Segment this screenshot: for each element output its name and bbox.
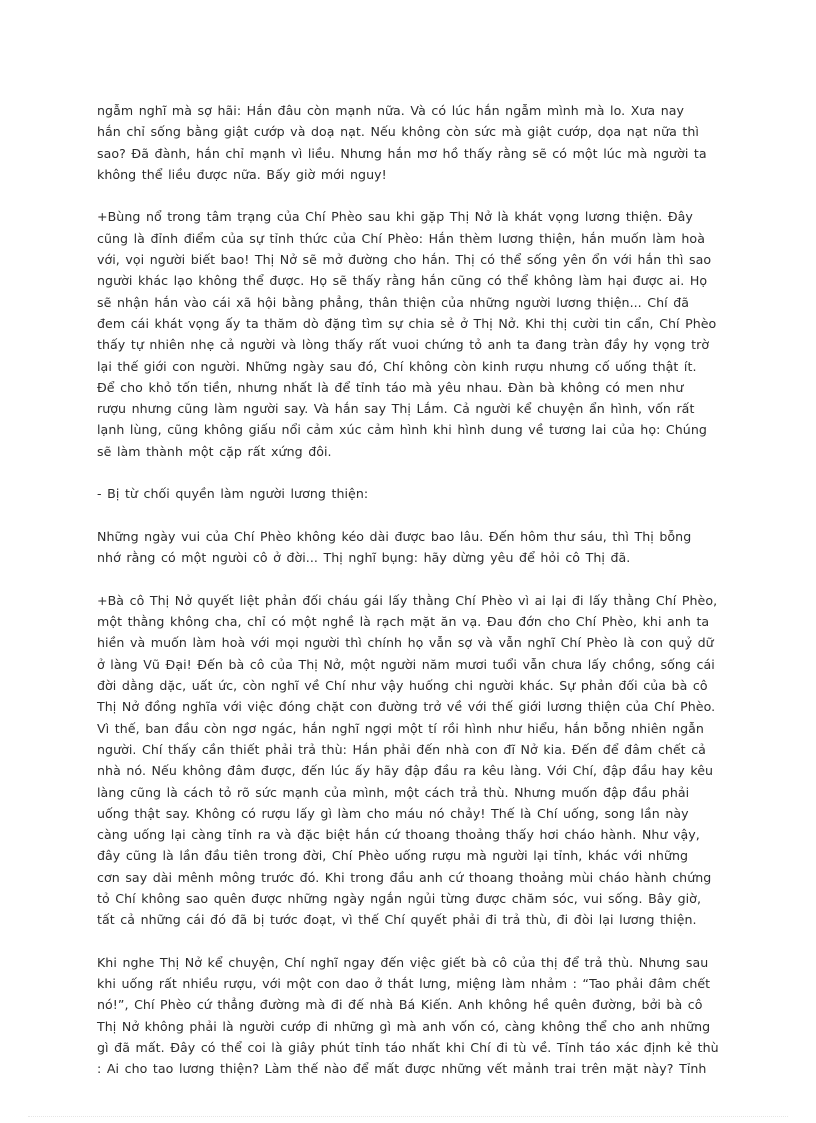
text-line: lạnh lùng, cũng không giấu nổi cảm xúc cảm hình khi hình dung về tương lai của họ: Chúng [97,422,707,438]
text-line: sẽ làm thành một cặp rất xứng đôi. [97,443,332,459]
text-line: người khác lạo không thể được. Họ sẽ thấy rằng hắn cũng có thể không làm hại được ai. Họ [97,273,708,289]
text-line: uống thật say. Không có rượu lấy gì làm cho máu nó chảy! Thế là Chí uống, song lần này [97,805,689,821]
text-line: sẽ nhận hắn vào cái xã hội bằng phẳng, thân thiện của những người lương thiện... Chí đã [97,294,690,310]
text-line: làng cũng là cách tỏ rõ sức mạnh của mình, một cách trả thù. Nhưng muốn đập đầu phải [97,784,690,800]
text-line: +Bùng nổ trong tâm trạng của Chí Phèo sau khi gặp Thị Nở là khát vọng lương thiện. Đây [97,209,693,225]
text-line: người. Chí thấy cần thiết phải trả thù: Hắn phải đến nhà con đĩ Nở kia. Đến để đâm chết cả [97,741,706,757]
text-line: Khi nghe Thị Nở kể chuyện, Chí nghĩ ngay đến việc giết bà cô của thị để trả thù. Nhưng sau [97,954,709,970]
paragraph [97,483,721,504]
text-line: một thằng không cha, chỉ có một nghề là rạch mặt ăn vạ. Đau đớn cho Chí Phèo, khi anh ta [97,614,710,630]
paragraph [97,590,721,931]
text-line: thấy tự nhiên nhẹ cả người và lòng thấy rất vuoi chứng tỏ anh ta đang tràn đầy hy vọng trờ [97,337,710,353]
text-line: nhà nó. Nếu không đâm được, đến lúc ấy hãy đập đầu ra kêu làng. Với Chí, đập đầu hay kêu [97,763,714,779]
text-line: Thị Nở đồng nghĩa với việc đóng chặt con đường trở về với thế giới lương thiện của Chí Phèo. [97,699,716,715]
text-line: sao? Đã đành, hắn chỉ mạnh vì liều. Nhưng hắn mơ hồ thấy rằng sẽ có một lúc mà người ta [97,145,707,161]
text-line: ngẫm nghĩ mà sợ hãi: Hắn đâu còn mạnh nữa. Và có lúc hắn ngẫm mình mà lo. Xưa nay [97,103,685,118]
paragraph [97,100,721,185]
text-line: Thị Nở không phải là người cướp đi những gì mà anh vốn có, càng không thể cho anh những [97,1018,711,1034]
text-line: đây cũng là lần đầu tiên trong đời, Chí Phèo uống rượu mà người lại tỉnh, khác với những [97,848,689,864]
text-line: nhớ rằng có một ngưòi cô ở đời... Thị nghĩ bụng: hãy dừng yêu để hỏi cô Thị đã. [97,550,631,566]
text-line: ở làng Vũ Đại! Đến bà cô của Thị Nở, một người năm mươi tuổi vẫn chưa lấy chồng, sống cái [97,656,715,672]
text-line: Vì thế, ban đầu còn ngơ ngác, hắn nghĩ ngợi một tí rồi hình như hiểu, hắn bỗng nhiên ngẫn [97,720,704,736]
text-line: hắn chỉ sống bằng giật cướp và doạ nạt. Nếu không còn sức mà giật cướp, dọa nạt nữa thì [97,124,699,140]
text-line: +Bà cô Thị Nở quyết liệt phản đối cháu gái lấy thằng Chí Phèo vì ai lại đi lấy thằng Chí Phèo, [97,592,718,608]
paragraph [97,206,721,462]
text-line: đời dằng dặc, uất ức, còn nghĩ về Chí như vậy huống chi người khác. Sự phản đối của bà cô [97,678,708,694]
text-line: rượu nhưng cũng làm người say. Và hắn say Thị Lắm. Cả người kể chuyện ẩn hình, vốn rất [97,401,695,417]
text-line: - Bị từ chối quyền làm người lương thiện: [97,486,369,502]
page-bottom-divider [28,1116,788,1117]
text-line: cũng là đỉnh điểm của sự tỉnh thức của Chí Phèo: Hắn thèm lương thiện, hắn muốn làm hoà [97,230,705,246]
paragraph [97,952,721,1080]
document-body [97,100,721,1101]
text-line: lại thế giới con người. Những ngày sau đó, Chí không còn kinh rượu nhưng cố uống thật ít. [97,358,697,374]
text-line: nó!”, Chí Phèo cứ thẳng đường mà đi đế nhà Bá Kiến. Anh không hề quên đường, bởi bà cô [97,997,703,1013]
text-line: cơn say dài mênh mông trước đó. Khi trong đầu anh cứ thoang thoảng mùi cháo hành chứng [97,869,712,885]
text-line: : Ai cho tao lương thiện? Làm thế nào để mất được những vết mảnh trai trên mặt này? Tỉnh [97,1061,707,1077]
text-line: khi uống rất nhiều rượu, với một con dao ở thắt lưng, miệng làm nhảm : “Tao phải đâm chết [97,976,711,992]
text-line: Để cho khỏ tốn tiền, nhưng nhất là để tỉnh táo mà yêu nhau. Đàn bà không có men như [97,379,684,395]
text-line: hiền và muốn làm hoà với mọi người thì chính họ vẫn sợ và vẫn nghĩ Chí Phèo là con quỷ dữ [97,635,714,651]
text-line: gì đã mất. Đây có thể coi là giây phút tỉnh táo nhất khi Chí đi tù về. Tỉnh táo xác định kẻ thù [97,1040,719,1056]
text-line: không thể liều được nữa. Bấy giờ mới nguy! [97,166,387,182]
text-line: tỏ Chí không sao quên được những ngày ngắn ngủi từng được chăm sóc, vui sống. Bây giờ, [97,890,701,906]
text-line: càng uống lại càng tỉnh ra và đặc biệt hắn cứ thoang thoảng thấy hơi cháo hành. Như vậy, [97,827,700,843]
text-line: tất cả những cái đó đã bị tước đoạt, vì thế Chí quyết phải đi trả thù, đi đòi lại lương thiện. [97,912,697,928]
paragraph [97,526,721,569]
text-line: đem cái khát vọng ấy ta thăm dò đặng tìm sự chia sẻ ở Thị Nở. Khi thị cười tin cẩn, Chí Phèo [97,315,717,331]
text-line: với, vọi người biết bao! Thị Nở sẽ mở đường cho hắn. Thị có thể sống yên ổn với hắn thì sao [97,252,712,268]
text-line: Những ngày vui của Chí Phèo không kéo dài được bao lâu. Đến hôm thư sáu, thì Thị bỗng [97,528,692,544]
